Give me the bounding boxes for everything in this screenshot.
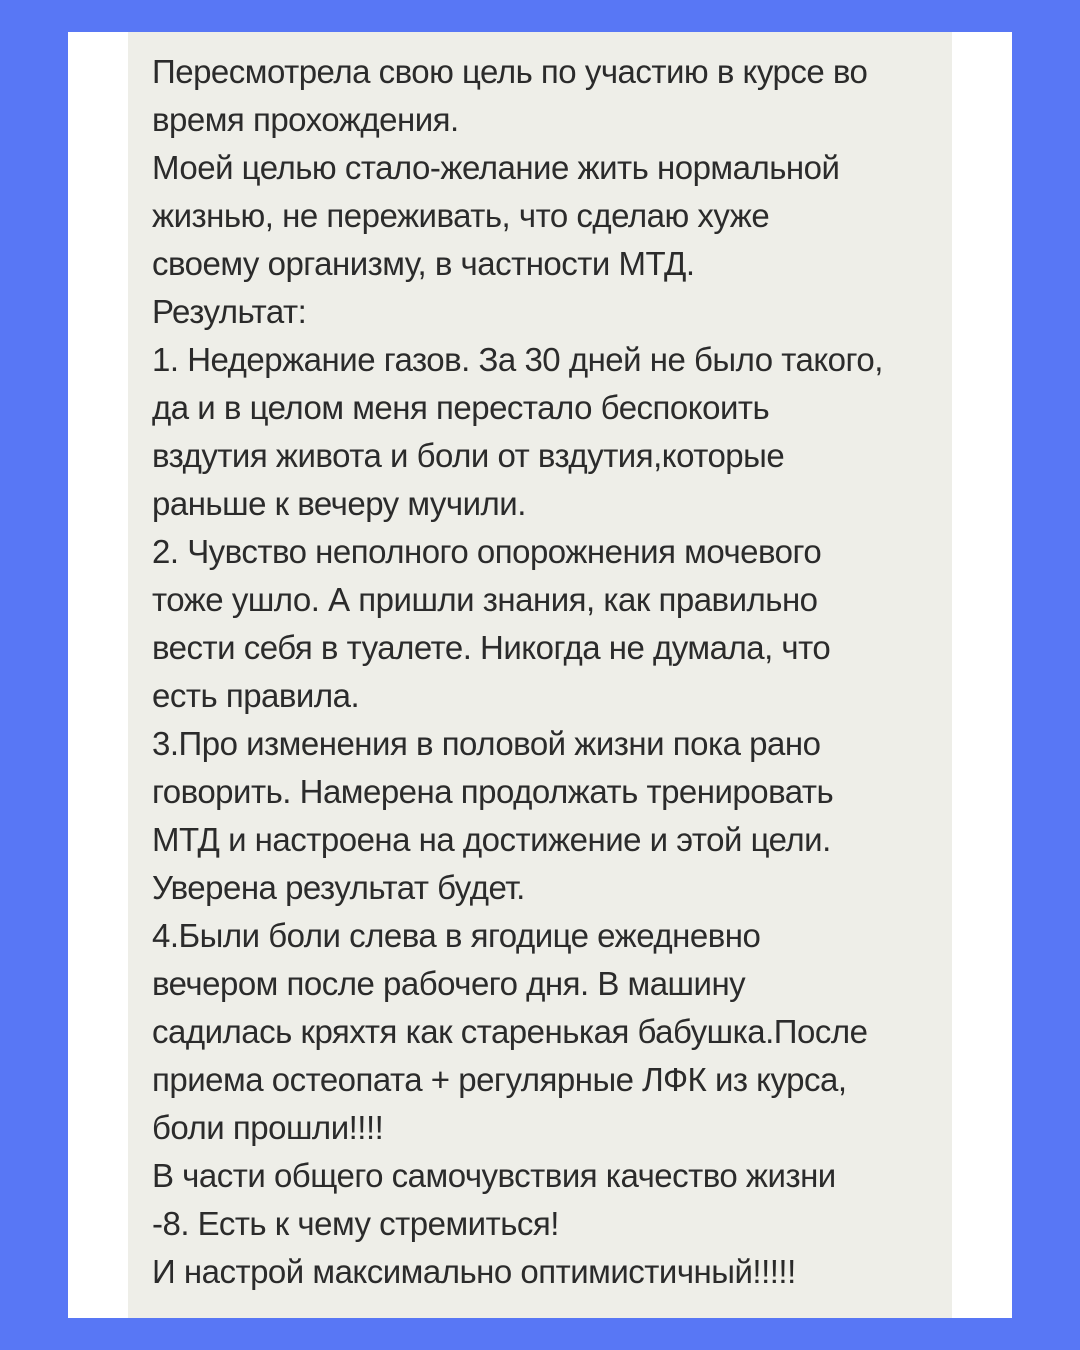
message-panel <box>128 32 952 1318</box>
review-line: 1. Недержание газов. За 30 дней не было такого, <box>152 341 883 378</box>
review-line: -8. Есть к чему стремиться! <box>152 1205 559 1242</box>
review-line: вести себя в туалете. Никогда не думала, что <box>152 629 831 666</box>
review-line: время прохождения. <box>152 101 459 138</box>
review-line: своему организму, в частности МТД. <box>152 245 695 282</box>
review-line: говорить. Намерена продолжать тренировать <box>152 773 834 810</box>
review-line: боли прошли!!!! <box>152 1109 384 1146</box>
review-line: 3.Про изменения в половой жизни пока рано <box>152 725 821 762</box>
review-line: 2. Чувство неполного опорожнения мочевого <box>152 533 822 570</box>
review-line: тоже ушло. А пришли знания, как правильно <box>152 581 818 618</box>
white-frame <box>68 32 1012 1318</box>
review-line: есть правила. <box>152 677 360 714</box>
review-line: МТД и настроена на достижение и этой цели. <box>152 821 831 858</box>
review-line: да и в целом меня перестало беспокоить <box>152 389 770 426</box>
review-line: садилась кряхтя как старенькая бабушка.После <box>152 1013 868 1050</box>
review-line: жизнью, не переживать, что сделаю хуже <box>152 197 770 234</box>
review-line: Уверена результат будет. <box>152 869 525 906</box>
review-line: И настрой максимально оптимистичный!!!!! <box>152 1253 796 1290</box>
review-text <box>152 48 942 1296</box>
review-line: вечером после рабочего дня. В машину <box>152 965 746 1002</box>
review-line: вздутия живота и боли от вздутия,которые <box>152 437 785 474</box>
review-line: Результат: <box>152 293 307 330</box>
review-line: Моей целью стало-желание жить нормальной <box>152 149 840 186</box>
review-line: Пересмотрела свою цель по участию в курсе во <box>152 53 868 90</box>
review-line: приема остеопата + регулярные ЛФК из курса, <box>152 1061 847 1098</box>
review-line: раньше к вечеру мучили. <box>152 485 526 522</box>
review-line: В части общего самочувствия качество жизни <box>152 1157 836 1194</box>
review-line: 4.Были боли слева в ягодице ежедневно <box>152 917 761 954</box>
